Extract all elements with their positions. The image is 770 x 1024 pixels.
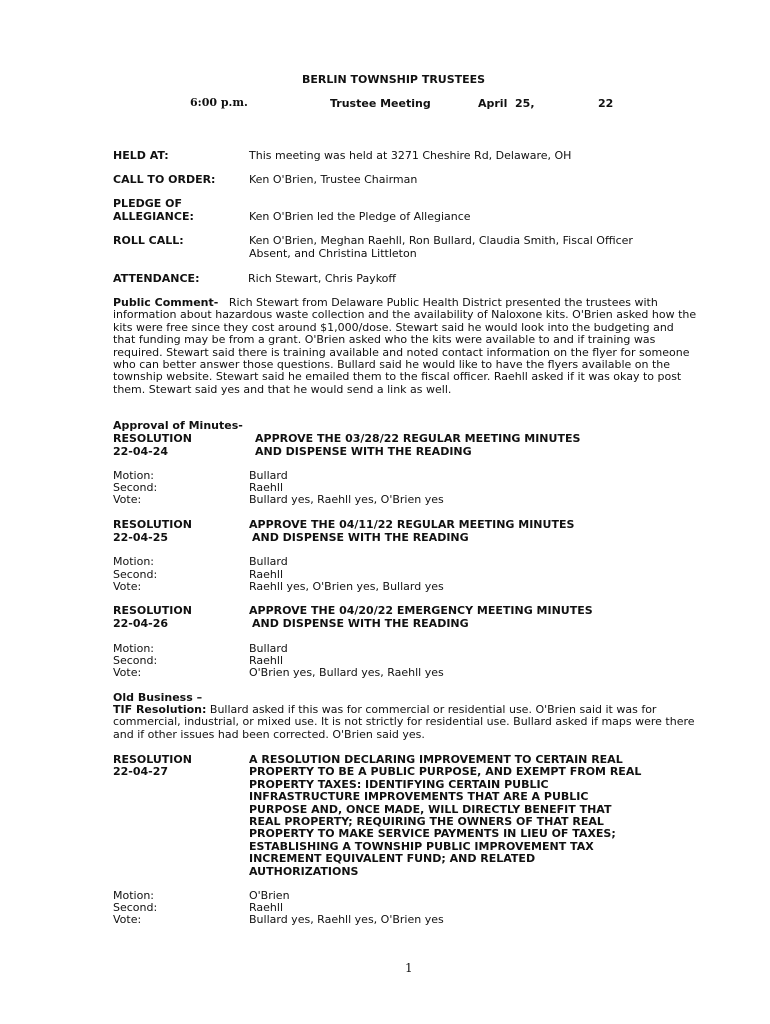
call-to-order-label: CALL TO ORDER:	[113, 173, 216, 186]
old-business-heading: Old Business –	[113, 691, 203, 704]
resolution-26-second: Raehll	[249, 654, 283, 667]
resolution-24-title-line2: AND DISPENSE WITH THE READING	[255, 445, 472, 458]
second-label: Second:	[113, 568, 158, 581]
resolution-25-vote: Raehll yes, O'Brien yes, Bullard yes	[249, 580, 444, 593]
second-label: Second:	[113, 654, 158, 667]
resolution-26-title-line1: APPROVE THE 04/20/22 EMERGENCY MEETING MINUTES	[249, 604, 593, 617]
attendance-label: ATTENDANCE:	[113, 272, 200, 285]
resolution-25-second: Raehll	[249, 568, 283, 581]
vote-label: Vote:	[113, 666, 142, 679]
motion-label: Motion:	[113, 469, 154, 482]
vote-label: Vote:	[113, 913, 142, 926]
resolution-27-motion: O'Brien	[249, 889, 290, 902]
second-label: Second:	[113, 481, 158, 494]
resolution-label: RESOLUTION	[113, 604, 192, 617]
tif-resolution-text: Bullard asked if this was for commercial or residential use. O'Brien said it was for commercial, industrial, or mixed use. It is not strictly for residential use. Bullard asked if maps were there and if other issues had been corrected. O'Brien said yes.	[113, 703, 699, 741]
resolution-26-number: 22-04-26	[113, 617, 169, 630]
meeting-time: 6:00 p.m.	[190, 96, 248, 109]
pledge-value: Ken O'Brien led the Pledge of Allegiance	[249, 210, 471, 223]
call-to-order-value: Ken O'Brien, Trustee Chairman	[249, 173, 418, 186]
resolution-25-title-line2: AND DISPENSE WITH THE READING	[252, 531, 469, 544]
roll-call-line2: Absent, and Christina Littleton	[249, 247, 417, 260]
public-comment-text: Rich Stewart from Delaware Public Health District presented the trustees with information about hazardous waste collection and the availability of Naloxone kits. O'Brien asked how the kits were free since they cost around $1,000/dose. Stewart said he would look into the budgeting and that funding may be from a grant. O'Brien asked who the kits were available to and if training was required. Stewart said there is training available and noted contact information on the flyer for someone who can better answer those questions. Bullard said he would like to have the flyers available on the township website. Stewart said he emailed them to the fiscal officer. Raehll asked if it was okay to post them. Stewart said yes and that he would send a link as well.	[113, 296, 700, 396]
approval-of-minutes-heading: Approval of Minutes-	[113, 419, 243, 432]
resolution-25-title-line1: APPROVE THE 04/11/22 REGULAR MEETING MINUTES	[249, 518, 575, 531]
vote-label: Vote:	[113, 580, 142, 593]
meeting-type: Trustee Meeting	[330, 97, 431, 110]
resolution-24-motion: Bullard	[249, 469, 288, 482]
roll-call-label: ROLL CALL:	[113, 234, 184, 247]
document-title: BERLIN TOWNSHIP TRUSTEES	[302, 73, 486, 86]
pledge-label-line1: PLEDGE OF	[113, 197, 182, 210]
resolution-24-second: Raehll	[249, 481, 283, 494]
held-at-label: HELD AT:	[113, 149, 169, 162]
resolution-26-title-line2: AND DISPENSE WITH THE READING	[252, 617, 469, 630]
resolution-24-vote: Bullard yes, Raehll yes, O'Brien yes	[249, 493, 444, 506]
resolution-24-number: 22-04-24	[113, 445, 169, 458]
meeting-date: April 25,	[478, 97, 535, 110]
resolution-label: RESOLUTION	[113, 753, 192, 766]
resolution-label: RESOLUTION	[113, 432, 192, 445]
resolution-25-number: 22-04-25	[113, 531, 169, 544]
pledge-label-line2: ALLEGIANCE:	[113, 210, 194, 223]
page-number: 1	[405, 961, 413, 975]
motion-label: Motion:	[113, 642, 154, 655]
resolution-25-motion: Bullard	[249, 555, 288, 568]
attendance-value: Rich Stewart, Chris Paykoff	[248, 272, 396, 285]
second-label: Second:	[113, 901, 158, 914]
resolution-26-motion: Bullard	[249, 642, 288, 655]
resolution-26-vote: O'Brien yes, Bullard yes, Raehll yes	[249, 666, 444, 679]
resolution-27-number: 22-04-27	[113, 765, 169, 778]
resolution-27-vote: Bullard yes, Raehll yes, O'Brien yes	[249, 913, 444, 926]
public-comment-label: Public Comment-	[113, 296, 219, 309]
motion-label: Motion:	[113, 889, 154, 902]
meeting-year: 22	[598, 97, 614, 110]
held-at-value: This meeting was held at 3271 Cheshire Rd, Delaware, OH	[249, 149, 572, 162]
roll-call-line1: Ken O'Brien, Meghan Raehll, Ron Bullard, Claudia Smith, Fiscal Officer	[249, 234, 633, 247]
resolution-24-title-line1: APPROVE THE 03/28/22 REGULAR MEETING MINUTES	[255, 432, 581, 445]
tif-resolution-paragraph	[113, 704, 698, 741]
resolution-27-second: Raehll	[249, 901, 283, 914]
tif-resolution-label: TIF Resolution:	[113, 703, 207, 716]
resolution-27-title: A RESOLUTION DECLARING IMPROVEMENT TO CERTAIN REAL PROPERTY TO BE A PUBLIC PURPOSE, AND EXEMPT FROM REAL PROPERTY TAXES: IDENTIFYING CERTAIN PUBLIC INFRASTRUCTURE IMPROVEMENTS THAT ARE A PUBLIC PURPOSE AND, ONCE MADE, WILL DIRECTLY BENEFIT THAT REAL PROPERTY; REQUIRING THE OWNERS OF THAT REAL PROPERTY TO MAKE SERVICE PAYMENTS IN LIEU OF TAXES; ESTABLISHING A TOWNSHIP PUBLIC IMPROVEMENT TAX INCREMENT EQUIVALENT FUND; AND RELATED AUTHORIZATIONS	[249, 753, 642, 878]
public-comment-paragraph	[113, 297, 698, 396]
motion-label: Motion:	[113, 555, 154, 568]
vote-label: Vote:	[113, 493, 142, 506]
resolution-label: RESOLUTION	[113, 518, 192, 531]
